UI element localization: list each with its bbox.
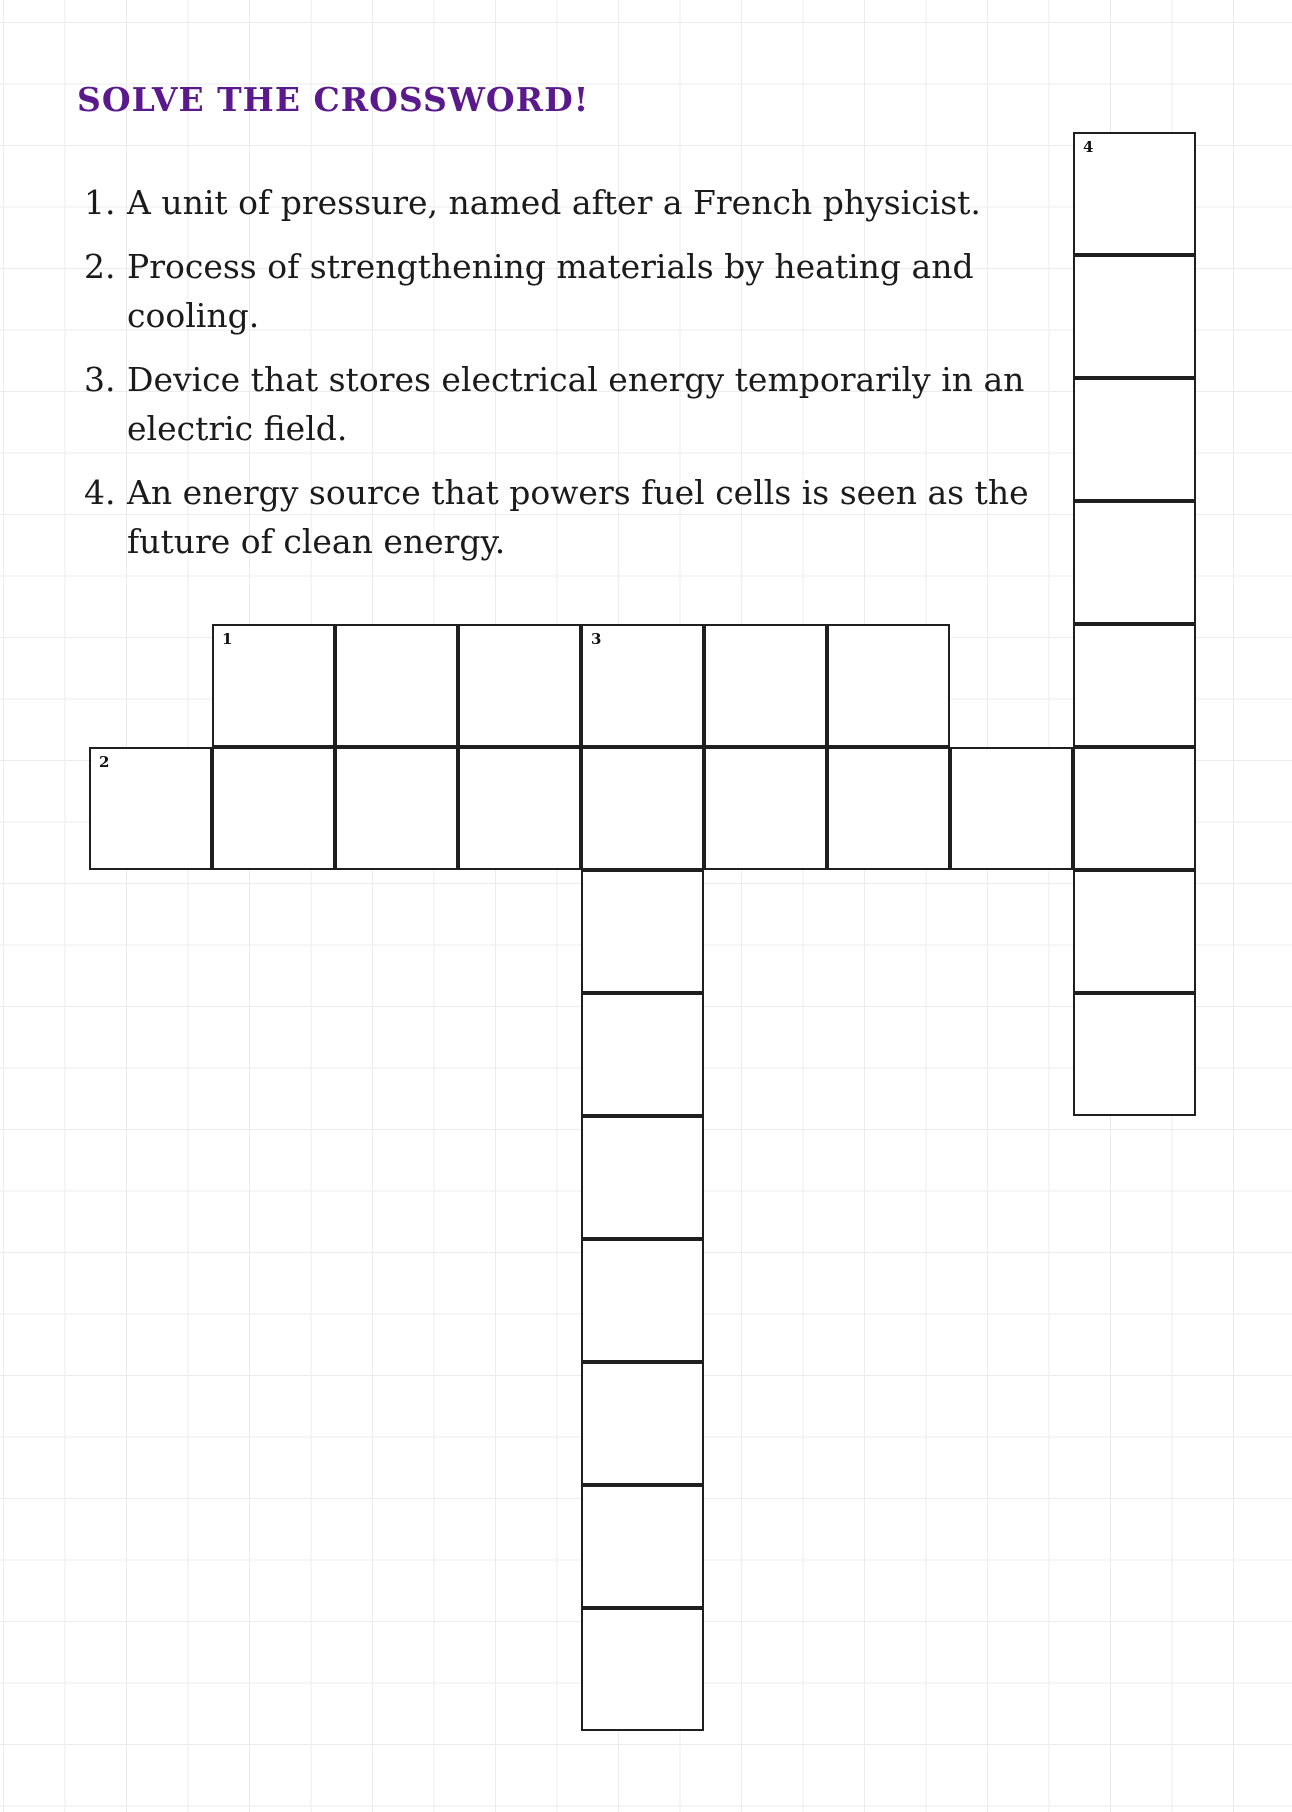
clue-number: 3.: [84, 360, 116, 399]
cell-number: 3: [591, 630, 602, 648]
crossword-cell[interactable]: [827, 624, 950, 747]
clue-list: [84, 178, 1039, 581]
crossword-cell[interactable]: [581, 1608, 704, 1731]
crossword-cell[interactable]: [335, 747, 458, 870]
crossword-cell[interactable]: [335, 624, 458, 747]
cell-number: 2: [99, 753, 110, 771]
crossword-cell[interactable]: [581, 1362, 704, 1485]
clue-number: 4.: [84, 473, 116, 512]
clue-item: [84, 242, 1039, 340]
crossword-cell[interactable]: [1073, 993, 1196, 1116]
crossword-cell[interactable]: [581, 870, 704, 993]
crossword-cell[interactable]: [1073, 378, 1196, 501]
crossword-cell[interactable]: [950, 747, 1073, 870]
crossword-cell[interactable]: [581, 993, 704, 1116]
clue-item: [84, 355, 1039, 453]
crossword-cell[interactable]: [89, 747, 212, 870]
crossword-cell[interactable]: [1073, 624, 1196, 747]
crossword-cell[interactable]: [1073, 132, 1196, 255]
cell-number: 1: [222, 630, 233, 648]
page-title: SOLVE THE CROSSWORD!: [77, 80, 590, 119]
clue-item: [84, 178, 1039, 227]
crossword-cell[interactable]: [212, 747, 335, 870]
crossword-cell[interactable]: [1073, 870, 1196, 993]
crossword-cell[interactable]: [581, 1239, 704, 1362]
crossword-cell[interactable]: [458, 747, 581, 870]
clue-item: [84, 468, 1039, 566]
clue-text: An energy source that powers fuel cells is seen as the future of clean energy.: [127, 473, 1029, 561]
crossword-cell[interactable]: [581, 747, 704, 870]
crossword-cell[interactable]: [1073, 747, 1196, 870]
crossword-cell[interactable]: [212, 624, 335, 747]
cell-number: 4: [1083, 138, 1094, 156]
crossword-cell[interactable]: [581, 1485, 704, 1608]
clue-text: A unit of pressure, named after a French physicist.: [127, 183, 981, 222]
crossword-cell[interactable]: [458, 624, 581, 747]
crossword-cell[interactable]: [1073, 501, 1196, 624]
clue-number: 1.: [84, 183, 116, 222]
crossword-cell[interactable]: [581, 1116, 704, 1239]
crossword-cell[interactable]: [581, 624, 704, 747]
crossword-cell[interactable]: [827, 747, 950, 870]
crossword-cell[interactable]: [1073, 255, 1196, 378]
clue-number: 2.: [84, 247, 116, 286]
clue-text: Process of strengthening materials by heating and cooling.: [127, 247, 974, 335]
crossword-cell[interactable]: [704, 747, 827, 870]
clue-text: Device that stores electrical energy temporarily in an electric field.: [127, 360, 1025, 448]
crossword-cell[interactable]: [704, 624, 827, 747]
